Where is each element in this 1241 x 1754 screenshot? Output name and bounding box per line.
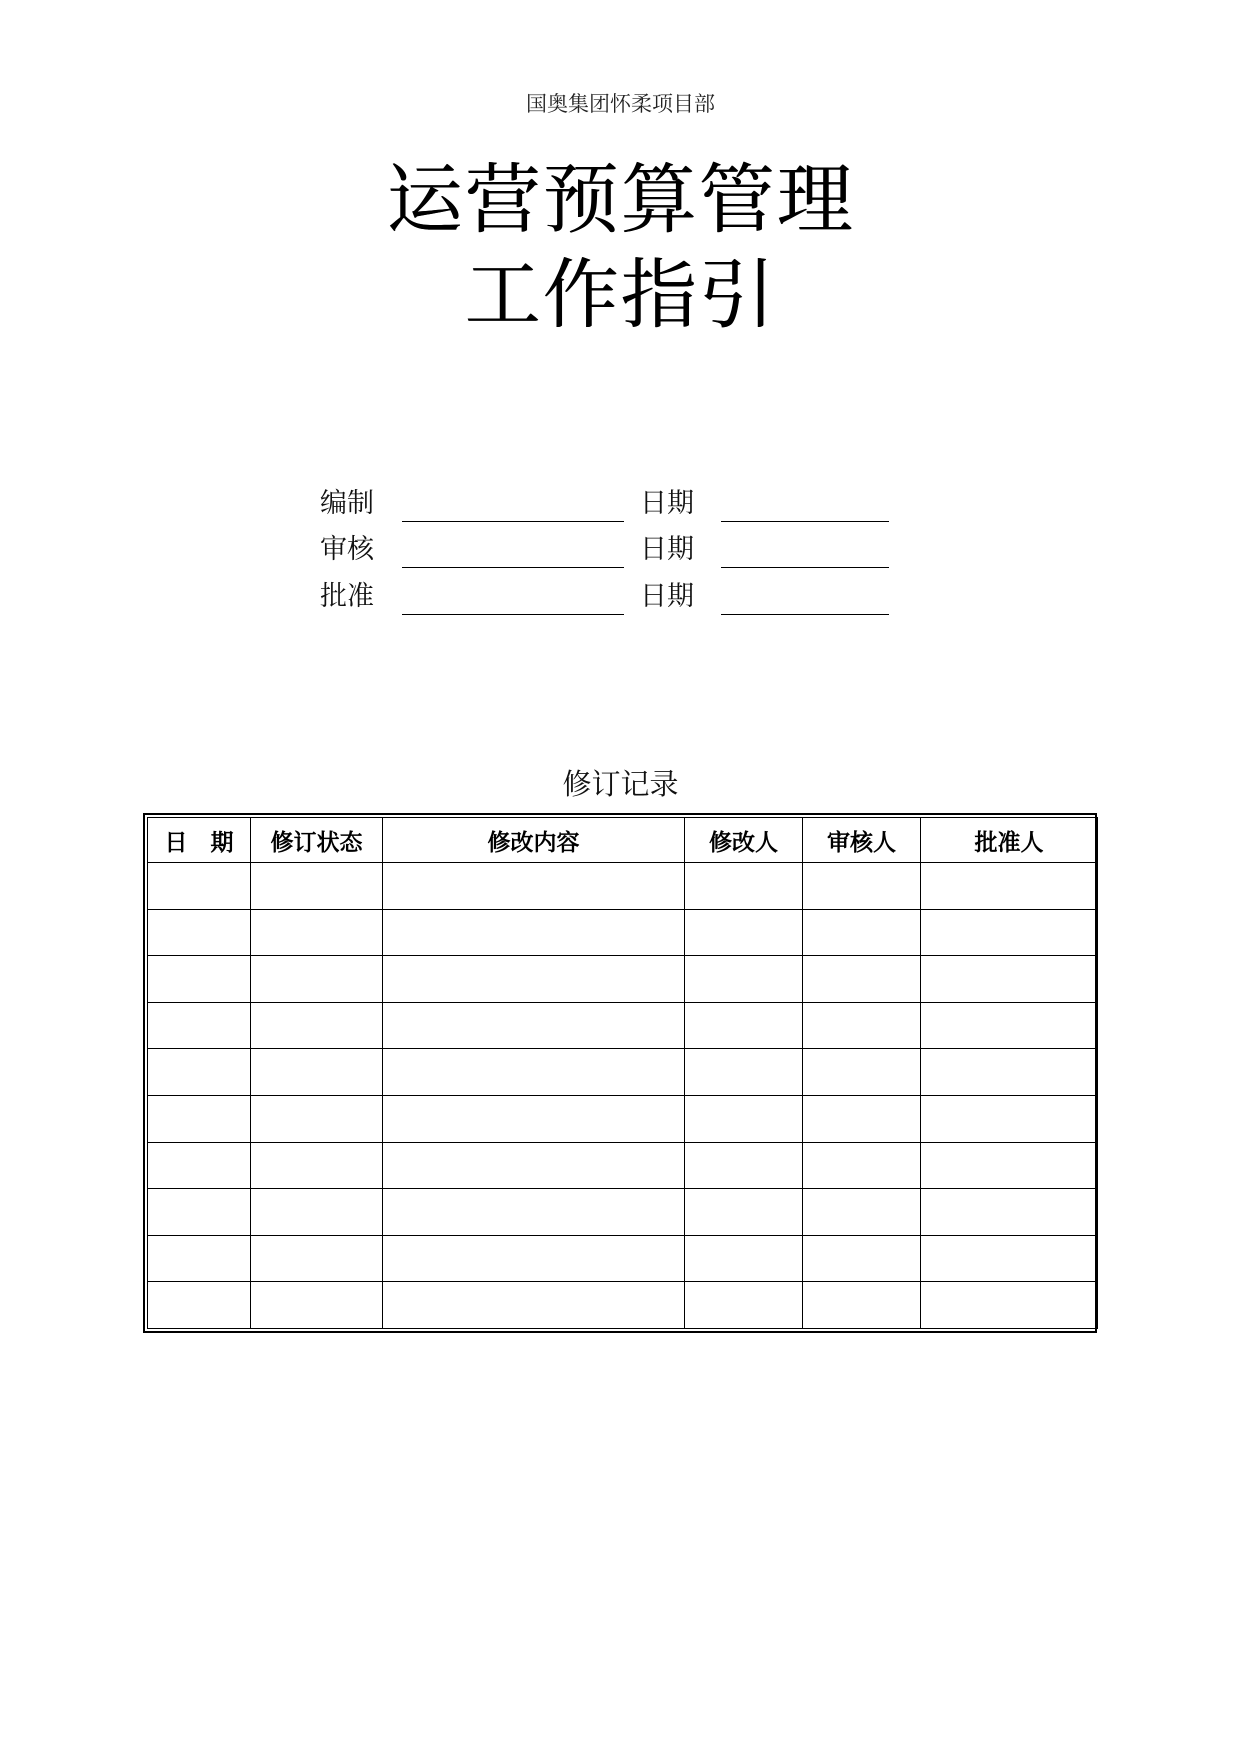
table-cell	[921, 956, 1098, 1003]
signoff-role-label: 编制	[320, 488, 374, 519]
table-cell	[383, 1142, 685, 1189]
table-cell	[921, 1189, 1098, 1236]
signature-blank-line	[402, 614, 624, 615]
table-cell	[685, 1142, 803, 1189]
table-cell	[803, 1095, 921, 1142]
table-cell	[921, 1235, 1098, 1282]
table-cell	[685, 1095, 803, 1142]
revision-record-table-frame	[143, 813, 1097, 1333]
table-cell	[148, 1002, 251, 1049]
document-title-line-1: 运营预算管理	[386, 155, 855, 244]
table-cell	[685, 1235, 803, 1282]
table-cell	[803, 1235, 921, 1282]
table-cell	[251, 956, 383, 1003]
table-cell	[921, 1142, 1098, 1189]
table-cell	[921, 1282, 1098, 1329]
column-header-reviewed-by: 审核人	[803, 818, 921, 863]
table-cell	[148, 1235, 251, 1282]
table-cell	[251, 1142, 383, 1189]
document-title-line-2: 工作指引	[464, 250, 777, 339]
signoff-row-reviewed	[320, 530, 940, 570]
table-row	[148, 1282, 1098, 1329]
table-cell	[685, 1002, 803, 1049]
signoff-role-label: 批准	[320, 581, 374, 612]
table-cell	[148, 956, 251, 1003]
table-row	[148, 1049, 1098, 1096]
date-blank-line	[721, 614, 889, 615]
signature-blank-line	[402, 567, 624, 568]
table-cell	[685, 909, 803, 956]
table-cell	[383, 1049, 685, 1096]
revision-record-title: 修订记录	[562, 767, 679, 801]
table-row	[148, 1002, 1098, 1049]
table-cell	[383, 956, 685, 1003]
table-cell	[803, 1049, 921, 1096]
table-cell	[251, 1189, 383, 1236]
table-row	[148, 909, 1098, 956]
table-row	[148, 956, 1098, 1003]
table-cell	[251, 863, 383, 910]
table-cell	[251, 1235, 383, 1282]
table-cell	[803, 909, 921, 956]
date-blank-line	[721, 567, 889, 568]
column-header-revision-status: 修订状态	[251, 818, 383, 863]
signature-blank-line	[402, 521, 624, 522]
table-row	[148, 1235, 1098, 1282]
table-cell	[685, 1049, 803, 1096]
table-cell	[383, 1002, 685, 1049]
table-row	[148, 863, 1098, 910]
table-cell	[148, 1095, 251, 1142]
revision-record-body	[148, 863, 1098, 1329]
column-header-modified-by: 修改人	[685, 818, 803, 863]
table-cell	[383, 909, 685, 956]
table-cell	[803, 863, 921, 910]
date-blank-line	[721, 521, 889, 522]
signoff-row-approved	[320, 577, 940, 617]
table-cell	[148, 1282, 251, 1329]
table-cell	[148, 1189, 251, 1236]
table-header-row	[148, 818, 1098, 863]
table-cell	[251, 909, 383, 956]
table-cell	[921, 1095, 1098, 1142]
column-header-change-content: 修改内容	[383, 818, 685, 863]
table-cell	[685, 863, 803, 910]
column-header-approved-by: 批准人	[921, 818, 1098, 863]
table-cell	[383, 1282, 685, 1329]
signoff-date-label: 日期	[640, 488, 694, 519]
table-row	[148, 1142, 1098, 1189]
revision-record-table	[147, 817, 1098, 1329]
table-cell	[251, 1049, 383, 1096]
table-cell	[921, 1049, 1098, 1096]
table-cell	[921, 1002, 1098, 1049]
table-cell	[383, 1095, 685, 1142]
table-cell	[148, 863, 251, 910]
table-cell	[803, 956, 921, 1003]
table-cell	[921, 863, 1098, 910]
column-header-date: 日 期	[148, 818, 251, 863]
table-cell	[251, 1095, 383, 1142]
table-cell	[251, 1002, 383, 1049]
table-cell	[803, 1002, 921, 1049]
table-cell	[685, 956, 803, 1003]
table-cell	[148, 1049, 251, 1096]
signoff-role-label: 审核	[320, 534, 374, 565]
table-cell	[251, 1282, 383, 1329]
signoff-row-prepared	[320, 484, 940, 524]
table-cell	[685, 1282, 803, 1329]
table-cell	[803, 1282, 921, 1329]
table-row	[148, 1095, 1098, 1142]
table-cell	[148, 909, 251, 956]
table-cell	[803, 1142, 921, 1189]
table-row	[148, 1189, 1098, 1236]
table-cell	[685, 1189, 803, 1236]
header-organization: 国奥集团怀柔项目部	[526, 92, 715, 116]
table-cell	[148, 1142, 251, 1189]
signoff-date-label: 日期	[640, 534, 694, 565]
table-cell	[383, 1235, 685, 1282]
signoff-date-label: 日期	[640, 581, 694, 612]
table-cell	[921, 909, 1098, 956]
table-cell	[803, 1189, 921, 1236]
table-cell	[383, 863, 685, 910]
table-cell	[383, 1189, 685, 1236]
